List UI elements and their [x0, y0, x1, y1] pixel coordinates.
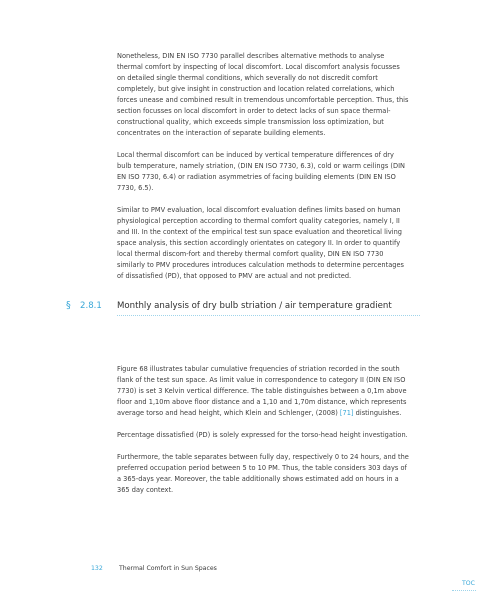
- page-number: 132: [91, 565, 103, 572]
- section-symbol: §: [66, 300, 71, 311]
- paragraph-figure-description: [117, 364, 409, 419]
- section-title: Monthly analysis of dry bulb striation / air temperature gradient: [117, 301, 392, 311]
- citation-link-71[interactable]: [71]: [339, 409, 354, 417]
- toc-divider: [452, 590, 476, 591]
- section-divider: [117, 315, 420, 316]
- figure-description-text: Figure 68 illustrates tabular cumulative frequencies of striation recorded in the south flank of the test sun space. As limit value in correspondence to category II (DIN EN ISO 7730) is set 3 Kelvin vertical difference. The table distinguishes between a 0,1m above floor and 1,10m above floor distance and a 1,10 and 1,70m distance, which represents average torso and head height, which Klein and Schlenger, (2008): [117, 365, 407, 417]
- paragraph-table-periods: Furthermore, the table separates between fully day, respectively 0 to 24 hours, and the preferred occupation period between 5 to 10 PM. Thus, the table considers 303 days of a 365-days year. Moreover, the table additionally shows estimated add on hours in a 365 day context.: [117, 453, 409, 494]
- paragraph-local-discomfort-overview: Nonetheless, DIN EN ISO 7730 parallel describes alternative methods to analyse thermal comfort by inspecting of local discomfort. Local discomfort analysis focusses on detailed single thermal conditions, which severally do not discredit comfort completely, but give insight in construction and location related correlations, which forces unease and combined result in tremendous uncomfortable perception. Thus, this section focusses on local discomfort in order to detect lacks of sun space thermal-constructional quality, which exceeds simple transmission loss optimization, but concentrates on the interaction of separate building elements.: [117, 52, 409, 137]
- section-heading: [66, 300, 420, 320]
- paragraph-discomfort-causes: Local thermal discomfort can be induced by vertical temperature differences of dry bulb temperature, namely striation, (DIN EN ISO 7730, 6.3), cold or warm ceilings (DIN EN ISO 7730, 6.4) or radiation asymmetries of facing building elements (DIN EN ISO 7730, 6.5).: [117, 151, 406, 192]
- figure-description-text-end: distinguishes.: [353, 409, 402, 417]
- paragraph-evaluation-categories: Similar to PMV evaluation, local discomfort evaluation defines limits based on human physiological perception according to thermal comfort quality categories, namely I, II and III. In the context of the empirical test sun space evaluation and theoretical living space analysis, this section accordingly orientates on category II. In order to quantify local thermal discom-fort and thereby thermal comfort quality, DIN EN ISO 7730 similarly to PMV procedures introduces calculation methods to determine percentages of dissatisfied (PD), that opposed to PMV are actual and not predicted.: [117, 206, 404, 280]
- paragraph-percentage-dissatisfied: Percentage dissatisfied (PD) is solely expressed for the torso-head height investigation.: [117, 431, 408, 439]
- section-text-block: [117, 364, 409, 496]
- toc-link[interactable]: TOC: [462, 580, 475, 587]
- section-number: 2.8.1: [80, 301, 102, 311]
- running-title: Thermal Comfort in Sun Spaces: [119, 565, 217, 572]
- intro-text-block: [117, 51, 409, 282]
